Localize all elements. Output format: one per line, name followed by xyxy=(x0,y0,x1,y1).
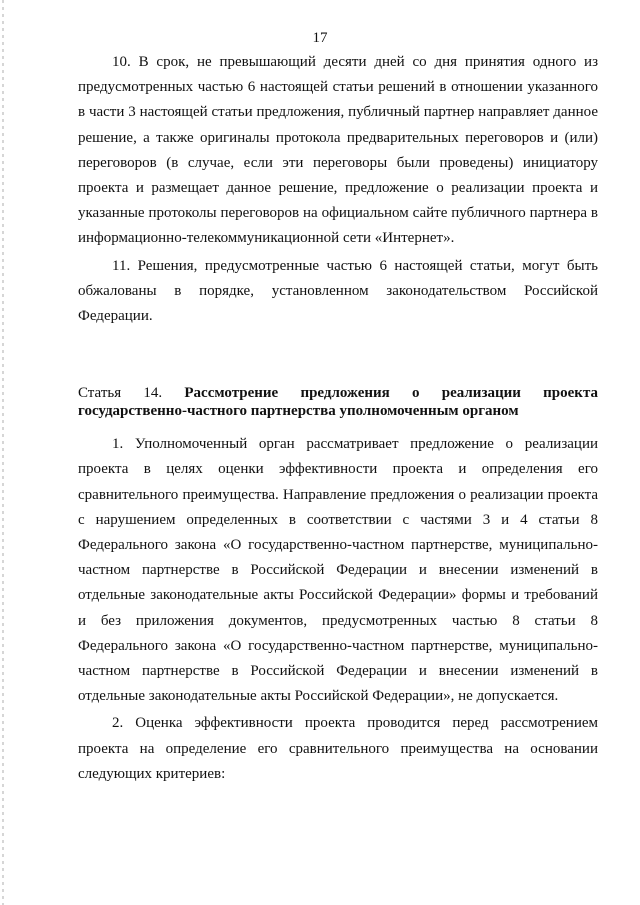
paragraph-11: 11. Решения, предусмотренные частью 6 настоящей статьи, могут быть обжалованы в порядке, установленном законодательством Российской Федерации. xyxy=(78,257,598,325)
paragraph-1: 1. Уполномоченный орган рассматривает предложение о реализации проекта в целях оценки эффективности проекта и определения его сравнительного преимущества. Направление предложения о реализации проекта с нарушением определенных в соответствии с частями 3 и 4 статьи 8 Федерального закона «О государственно-частном партнерстве, муниципально-частном партнерстве в Российской Федерации и внесении изменений в отдельные законодательные акты Российской Федерации» формы и требований и без приложения документов, предусмотренных частью 8 статьи 8 Федерального закона «О государственно-частном партнерстве, муниципально-частном партнерстве в Российской Федерации и внесении изменений в отдельные законодательные акты Российской Федерации», не допускается. xyxy=(78,436,598,705)
paragraph-10: 10. В срок, не превышающий десяти дней со дня принятия одного из предусмотренных частью 6 настоящей статьи решений в отношении указанного в части 3 настоящей статьи предложения, публичный партнер направляет данное решение, а также оригиналы протокола предварительных переговоров и (или) переговоров (в случае, если эти переговоры были проведены) инициатору проекта и размещает данное решение, предложение о реализации проекта и указанные протоколы переговоров на официальном сайте публичного партнера в информационно-телекоммуникационной сети «Интернет». xyxy=(78,54,598,247)
article-title: Рассмотрение предложения о реализации проекта государственно-частного партнерства уполномоченным органом xyxy=(78,385,598,420)
scan-edge xyxy=(2,0,4,905)
document-body xyxy=(78,50,598,787)
article-heading xyxy=(78,384,598,420)
paragraph-2: 2. Оценка эффективности проекта проводится перед рассмотрением проекта на определение его сравнительного преимущества на основании следующих критериев: xyxy=(78,715,598,782)
article-number: Статья 14. xyxy=(78,385,163,402)
page-number: 17 xyxy=(312,30,328,46)
